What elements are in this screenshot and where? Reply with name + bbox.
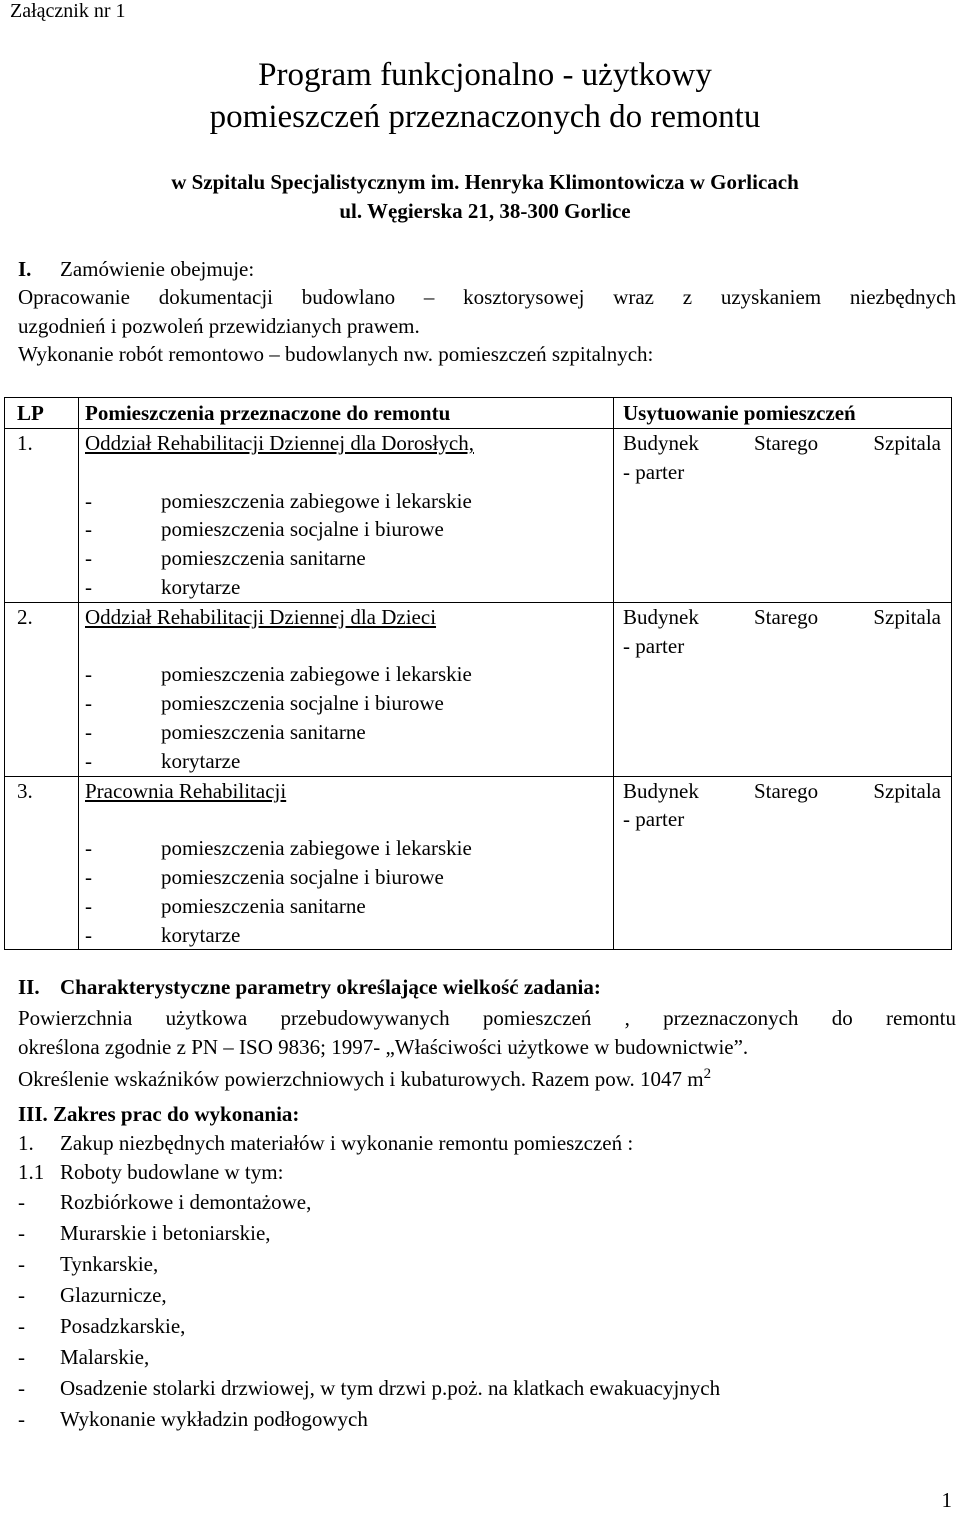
page-number: 1 (941, 1488, 952, 1512)
list-item: - pomieszczenia sanitarne (85, 719, 366, 744)
list-item: - Murarskie i betoniarskie, (18, 1221, 271, 1245)
section-2-line-1: Powierzchnia użytkowa przebudowywanych pomieszczeń , przeznaczonych do remontu (18, 1006, 956, 1030)
header-lp: LP (5, 398, 79, 429)
list-item: - Tynkarskie, (18, 1252, 159, 1276)
list-item: - pomieszczenia zabiegowe i lekarskie (85, 836, 472, 861)
list-item: - pomieszczenia zabiegowe i lekarskie (85, 488, 472, 513)
list-item: - korytarze (85, 922, 241, 947)
superscript: 2 (703, 1066, 712, 1082)
row-rooms (79, 602, 614, 776)
header-name: Pomieszczenia przeznaczone do remontu (79, 398, 614, 429)
table-row (5, 776, 952, 950)
section-3-heading: III. Zakres prac do wykonania: (18, 1102, 300, 1126)
section-2-title: Charakterystyczne parametry określające wielkość zadania: (60, 975, 601, 999)
list-item: - Malarskie, (18, 1345, 150, 1369)
section-2-number: II. (18, 975, 40, 999)
list-item: - Rozbiórkowe i demontażowe, (18, 1190, 312, 1214)
table-row (5, 429, 952, 603)
hospital-address: ul. Węgierska 21, 38-300 Gorlice (339, 199, 631, 223)
attachment-label: Załącznik nr 1 (10, 0, 126, 22)
ward-name: Oddział Rehabilitacji Dziennej dla Dorosłych, (85, 431, 474, 455)
row-location: Budynek Starego Szpitala - parter (614, 602, 952, 776)
row-lp: 1. (5, 429, 79, 603)
row-lp: 2. (5, 602, 79, 776)
list-item: - Wykonanie wykładzin podłogowych (18, 1407, 368, 1431)
document-title-line-2: pomieszczeń przeznaczonych do remontu (209, 99, 761, 135)
list-item: - pomieszczenia sanitarne (85, 546, 366, 571)
section-1-line-1: Opracowanie dokumentacji budowlano – kosztorysowej wraz z uzyskaniem niezbędnych (18, 285, 956, 309)
ward-name: Pracownia Rehabilitacji (85, 778, 287, 803)
list-item: - korytarze (85, 574, 241, 599)
list-item: - pomieszczenia socjalne i biurowe (85, 691, 444, 716)
list-item: - pomieszczenia zabiegowe i lekarskie (85, 662, 472, 687)
ward-name: Oddział Rehabilitacji Dziennej dla Dzieci (85, 604, 437, 629)
section-1-number: I. (18, 257, 32, 281)
rooms-table (4, 397, 952, 950)
section-2-line-2: określona zgodnie z PN – ISO 9836; 1997- „Właściwości użytkowe w budownictwie”. (18, 1035, 749, 1059)
list-item: - pomieszczenia socjalne i biurowe (85, 864, 444, 889)
row-rooms (79, 429, 614, 603)
row-location: Budynek Starego Szpitala - parter (614, 429, 952, 603)
section-1-line-3: Wykonanie robót remontowo – budowlanych nw. pomieszczeń szpitalnych: (18, 342, 654, 366)
hospital-name: w Szpitalu Specjalistycznym im. Henryka Klimontowicza w Gorlicach (171, 170, 799, 194)
table-row (5, 602, 952, 776)
list-item: - korytarze (85, 748, 241, 773)
section-1-line-2: uzgodnień i pozwoleń przewidzianych prawem. (18, 314, 420, 338)
header-location: Usytuowanie pomieszczeń (614, 398, 952, 429)
list-item: - pomieszczenia sanitarne (85, 893, 366, 918)
document-title-line-1: Program funkcjonalno - użytkowy (258, 57, 712, 93)
row-lp: 3. (5, 776, 79, 950)
list-item: - pomieszczenia socjalne i biurowe (85, 517, 444, 542)
section-1-title: Zamówienie obejmuje: (60, 257, 255, 281)
list-item: - Posadzkarskie, (18, 1314, 186, 1338)
section-3-item-1: 1. Zakup niezbędnych materiałów i wykonanie remontu pomieszczeń : (18, 1131, 634, 1155)
section-1-heading (18, 257, 254, 282)
section-2-line-3: Określenie wskaźników powierzchniowych i kubaturowych. Razem pow. 1047 $m^2$ (18, 1066, 712, 1091)
table-header-row (5, 398, 952, 429)
row-location: Budynek Starego Szpitala - parter (614, 776, 952, 950)
section-3-item-1-1: 1.1 Roboty budowlane w tym: (18, 1160, 284, 1184)
list-item: - Osadzenie stolarki drzwiowej, w tym drzwi p.poż. na klatkach ewakuacyjnych (18, 1376, 721, 1400)
section-2-heading (18, 975, 601, 1000)
list-item: - Glazurnicze, (18, 1283, 167, 1307)
row-rooms (79, 776, 614, 950)
